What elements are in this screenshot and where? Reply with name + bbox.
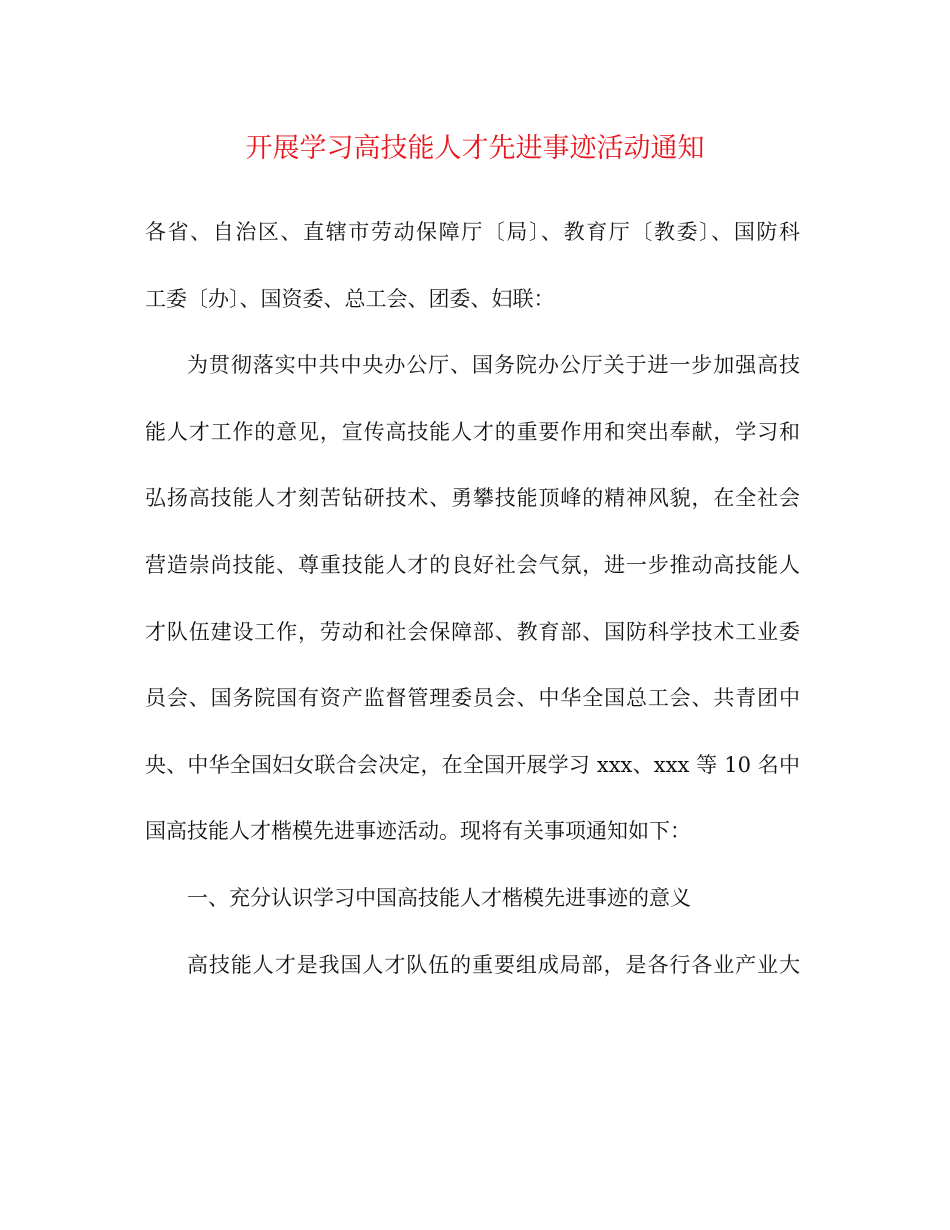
body-line: 央、中华全国妇女联合会决定，在全国开展学习 xxx、xxx 等 10 名中 <box>145 752 800 777</box>
document-title: 开展学习高技能人才先进事迹活动通知 <box>245 133 705 164</box>
body-line: 能人才工作的意见，宣传高技能人才的重要作用和突出奉献，学习和 <box>145 419 800 444</box>
body-line: 工委〔办〕、国资委、总工会、团委、妇联： <box>145 286 555 311</box>
document-body <box>145 210 800 1009</box>
body-line: 营造崇尚技能、尊重技能人才的良好社会气氛，进一步推动高技能人 <box>145 552 800 577</box>
body-line: 各省、自治区、直辖市劳动保障厅〔局〕、教育厅〔教委〕、国防科 <box>145 220 800 244</box>
body-line: 才队伍建设工作，劳动和社会保障部、教育部、国防科学技术工业委 <box>145 619 800 644</box>
body-line: 员会、国务院国有资产监督管理委员会、中华全国总工会、共青团中 <box>145 686 800 711</box>
body-line: 高技能人才是我国人才队伍的重要组成局部，是各行各业产业大 <box>187 952 800 977</box>
body-line: 弘扬高技能人才刻苦钻研技术、勇攀技能顶峰的精神风貌，在全社会 <box>145 486 800 511</box>
body-line: 为贯彻落实中共中央办公厅、国务院办公厅关于进一步加强高技 <box>187 353 800 378</box>
body-line: 国高技能人才楷模先进事迹活动。现将有关事项通知如下： <box>145 819 691 844</box>
body-line: 一、充分认识学习中国高技能人才楷模先进事迹的意义 <box>187 885 691 910</box>
